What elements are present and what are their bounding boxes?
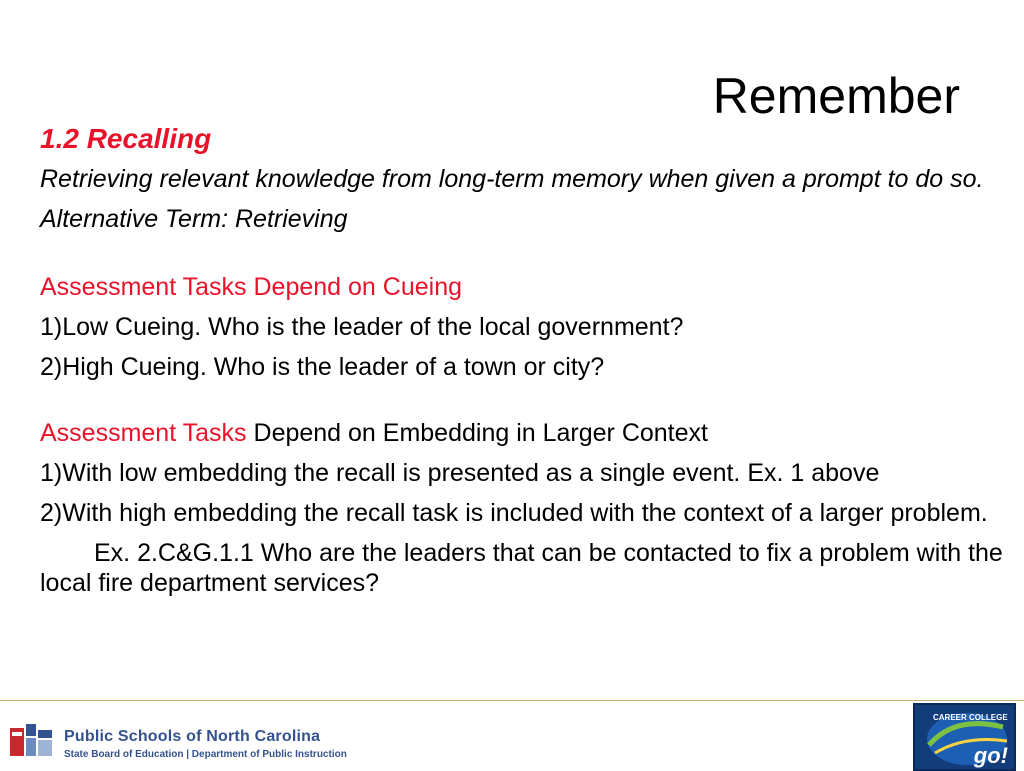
embedding-example: Ex. 2.C&G.1.1 Who are the leaders that can be contacted to fix a problem with the local fire department services? [40,539,1003,597]
badge-go: go! [973,743,1008,768]
embedding-header-rest: Depend on Embedding in Larger Context [246,419,708,447]
footer-divider [0,700,1024,701]
embedding-header-red: Assessment Tasks [40,419,247,447]
section-heading: 1.2 Recalling [40,123,212,154]
footer [0,713,1024,768]
slide-body [40,122,1005,598]
embedding-item-high: 2)With high embedding the recall task is included with the context of a larger problem. [40,499,988,527]
cueing-item-low: 1)Low Cueing. Who is the leader of the local government? [40,313,684,341]
slide-title: Remember [712,68,960,124]
definition-text: Retrieving relevant knowledge from long-term memory when given a prompt to do so. [40,165,984,193]
cueing-item-high: 2)High Cueing. Who is the leader of a town or city? [40,353,605,381]
nc-schools-logo-icon [8,720,54,760]
badge-career-college: CAREER COLLEGE [933,713,1008,722]
org-subtitle: State Board of Education | Department of Public Instruction [64,749,347,760]
alternative-term: Alternative Term: Retrieving [40,205,348,233]
org-name: Public Schools of North Carolina [64,728,321,745]
embedding-item-low: 1)With low embedding the recall is presented as a single event. Ex. 1 above [40,459,880,487]
cueing-header: Assessment Tasks Depend on Cueing [40,273,462,301]
career-college-go-logo [913,703,1016,771]
embedding-header [40,418,1005,448]
